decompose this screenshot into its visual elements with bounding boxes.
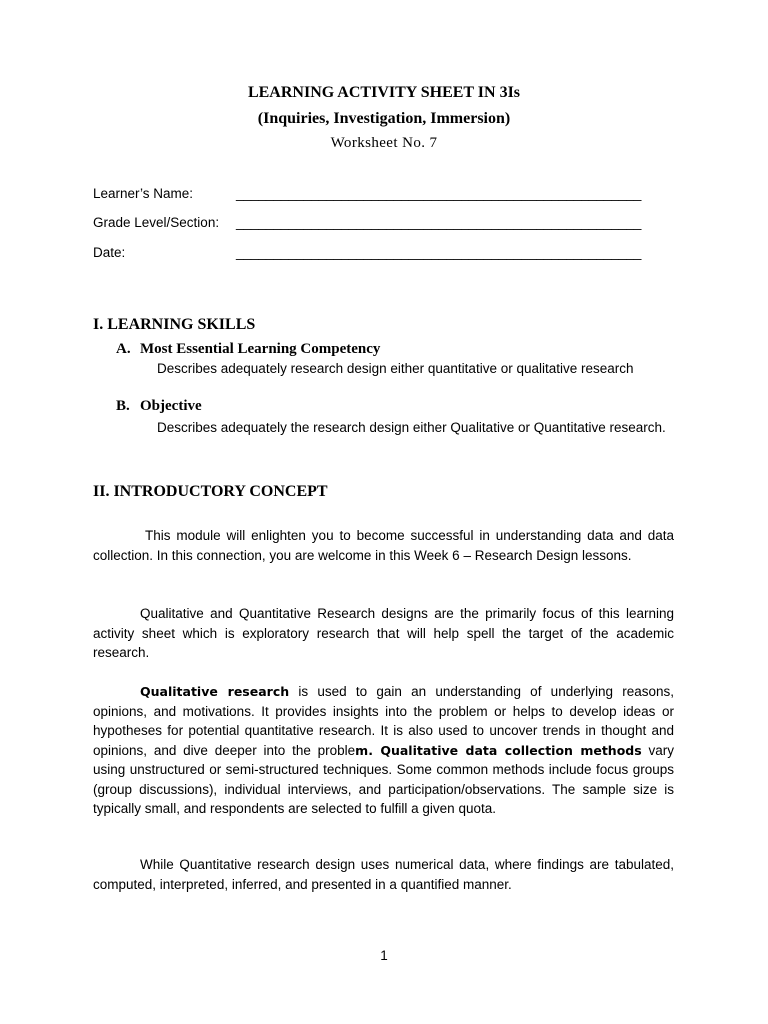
subsection-objective-heading xyxy=(116,398,202,415)
paragraph-3-text-1: is used to gain an understanding of underlying reasons, opinions, and motivations. It provides insights into the problem or helps to develop ideas or hypotheses for potential quantitative research. It is also used to uncover trends in thought and opinions, and dive deeper into the proble xyxy=(93,684,674,758)
competency-text: Describes adequately research design either quantitative or qualitative research xyxy=(157,361,634,376)
qualitative-research-term: Qualitative research xyxy=(140,684,290,699)
subsection-b-letter: B. xyxy=(116,398,130,414)
document-subtitle: (Inquiries, Investigation, Immersion) xyxy=(257,110,511,127)
subsection-b-title: Objective xyxy=(140,398,202,414)
paragraph-3-text-2: vary using unstructured or semi-structured techniques. Some common methods include focus groups (group discussions), individual interviews, and participation/observations. The sample size is typically small, and respondents are selected to fulfill a given quota. xyxy=(93,742,674,816)
grade-level-line[interactable]: ______________________________________________________ xyxy=(236,215,642,230)
section-learning-skills-heading: I. LEARNING SKILLS xyxy=(93,316,256,333)
date-label: Date: xyxy=(93,245,126,260)
paragraph-2: Qualitative and Quantitative Research designs are the primarily focus of this learning activity sheet which is exploratory research that will help spell the target of the academic research. xyxy=(93,606,674,660)
worksheet-number: Worksheet No. 7 xyxy=(330,135,438,151)
section-introductory-concept-heading: II. INTRODUCTORY CONCEPT xyxy=(93,483,328,500)
qualitative-methods-term: m. Qualitative data collection methods xyxy=(355,742,642,758)
date-line[interactable]: ______________________________________________________ xyxy=(236,245,642,260)
subsection-a-title: Most Essential Learning Competency xyxy=(140,341,381,357)
paragraph-1: This module will enlighten you to become successful in understanding data and data collection. In this connection, you are welcome in this Week 6 – Research Design lessons. xyxy=(93,528,674,563)
paragraph-3 xyxy=(93,682,674,819)
subsection-a-letter: A. xyxy=(116,341,131,357)
learner-name-line[interactable]: ______________________________________________________ xyxy=(236,186,642,201)
document-title: LEARNING ACTIVITY SHEET IN 3Is xyxy=(247,84,521,101)
page-number: 1 xyxy=(380,948,388,963)
learner-name-label: Learner’s Name: xyxy=(93,186,194,201)
grade-level-label: Grade Level/Section: xyxy=(93,215,220,230)
paragraph-4: While Quantitative research design uses numerical data, where findings are tabulated, computed, interpreted, inferred, and presented in a quantified manner. xyxy=(93,857,674,892)
objective-text: Describes adequately the research design either Qualitative or Quantitative research. xyxy=(157,420,666,435)
subsection-competency-heading xyxy=(116,341,380,358)
